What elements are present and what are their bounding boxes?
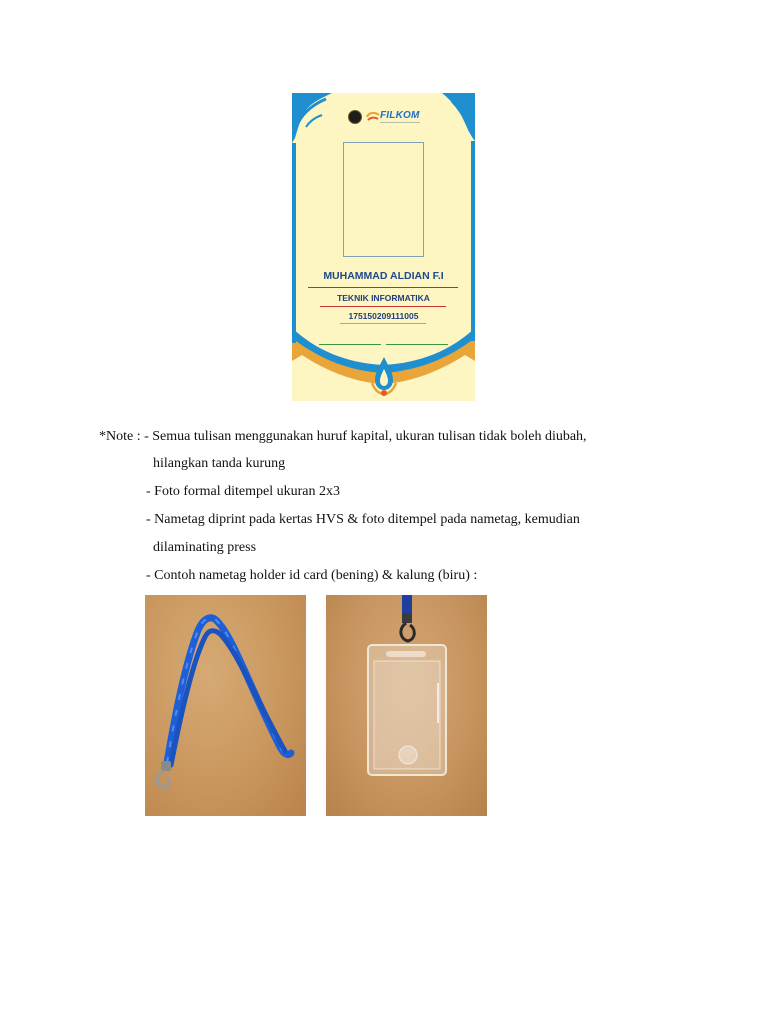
card-holder-image <box>326 595 487 816</box>
note-line-2: hilangkan tanda kurung <box>153 456 286 471</box>
card-student-id: 175150209111005 <box>348 311 419 321</box>
note-line-3: - Foto formal ditempel ukuran 2x3 <box>146 484 341 499</box>
note-line-5: dilaminating press <box>153 540 257 555</box>
card-program: TEKNIK INFORMATIKA <box>337 293 430 303</box>
logo-underline <box>380 122 420 123</box>
signature-line-right <box>386 344 448 345</box>
student-id-underline <box>340 323 426 324</box>
lanyard-image <box>145 595 306 816</box>
card-name: MUHAMMAD ALDIAN F.I <box>323 270 444 282</box>
lanyard-photo <box>145 595 306 816</box>
crest-icon <box>348 110 362 124</box>
flame-emblem-icon <box>369 355 399 397</box>
card-holder-photo <box>326 595 487 816</box>
filkom-logo-text: FILKOM <box>380 110 420 121</box>
signature-line-left <box>319 344 381 345</box>
name-underline <box>308 287 458 288</box>
note-line-4: - Nametag diprint pada kertas HVS & foto ditempel pada nametag, kemudian <box>146 512 580 527</box>
note-line-1: *Note : - Semua tulisan menggunakan huruf kapital, ukuran tulisan tidak boleh diubah, <box>99 429 587 444</box>
photo-placeholder <box>343 142 424 257</box>
program-underline <box>320 306 446 307</box>
note-line-6: - Contoh nametag holder id card (bening) & kalung (biru) : <box>146 568 478 583</box>
filkom-logo-icon <box>366 111 380 122</box>
id-card-sample <box>292 93 475 401</box>
